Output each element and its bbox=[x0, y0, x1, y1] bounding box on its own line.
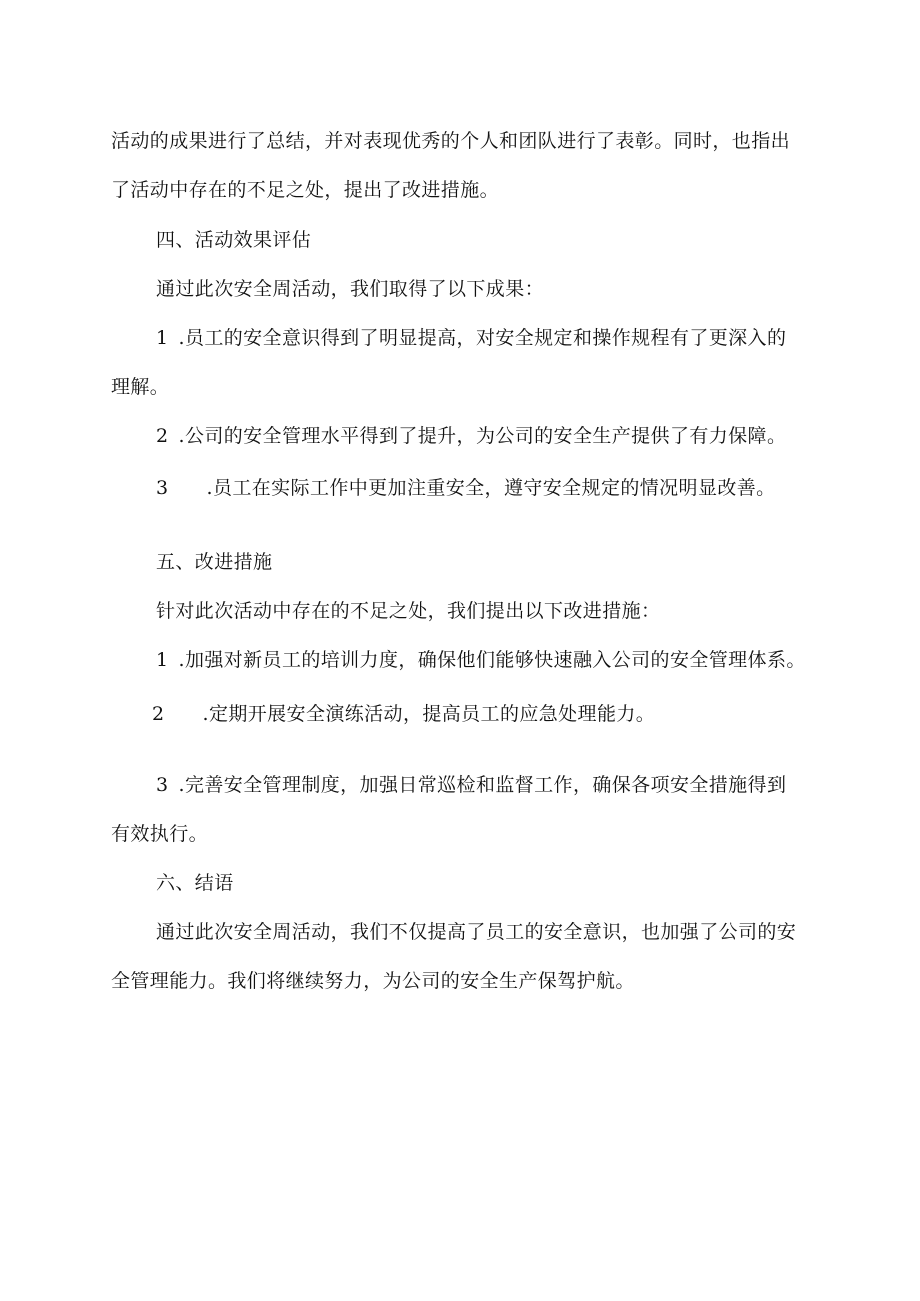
list-item bbox=[156, 476, 776, 500]
list-number: 1 bbox=[156, 649, 169, 671]
list-item bbox=[156, 773, 786, 797]
paragraph-line: 活动的成果进行了总结，并对表现优秀的个人和团队进行了表彰。同时，也指出 bbox=[111, 130, 791, 152]
list-text: .员工的安全意识得到了明显提高，对安全规定和操作规程有了更深入的 bbox=[178, 327, 787, 349]
list-item-continuation: 理解。 bbox=[111, 376, 170, 398]
list-item bbox=[156, 326, 786, 350]
section-heading-5: 五、改进措施 bbox=[156, 551, 273, 573]
section-intro: 针对此次活动中存在的不足之处，我们提出以下改进措施： bbox=[156, 600, 661, 622]
list-text: .公司的安全管理水平得到了提升，为公司的安全生产提供了有力保障。 bbox=[178, 425, 787, 447]
list-number: 2 bbox=[152, 703, 165, 725]
list-item-continuation: 有效执行。 bbox=[111, 823, 209, 845]
paragraph-line: 全管理能力。我们将继续努力，为公司的安全生产保驾护航。 bbox=[111, 970, 635, 992]
section-intro: 通过此次安全周活动，我们取得了以下成果： bbox=[156, 278, 545, 300]
list-text: .定期开展安全演练活动，提高员工的应急处理能力。 bbox=[202, 703, 656, 725]
list-item bbox=[152, 702, 655, 726]
list-item bbox=[156, 424, 786, 448]
list-text: .完善安全管理制度，加强日常巡检和监督工作，确保各项安全措施得到 bbox=[178, 774, 787, 796]
list-text: .加强对新员工的培训力度，确保他们能够快速融入公司的安全管理体系。 bbox=[178, 649, 806, 671]
section-heading-6: 六、结语 bbox=[156, 872, 234, 894]
list-number: 1 bbox=[156, 327, 169, 349]
paragraph-line: 了活动中存在的不足之处，提出了改进措施。 bbox=[111, 179, 500, 201]
list-number: 3 bbox=[156, 477, 169, 499]
list-text: .员工在实际工作中更加注重安全，遵守安全规定的情况明显改善。 bbox=[206, 477, 776, 499]
section-heading-4: 四、活动效果评估 bbox=[156, 229, 312, 251]
list-number: 2 bbox=[156, 425, 169, 447]
list-number: 3 bbox=[156, 774, 169, 796]
paragraph-line: 通过此次安全周活动，我们不仅提高了员工的安全意识，也加强了公司的安 bbox=[156, 921, 797, 943]
list-item bbox=[156, 648, 806, 672]
